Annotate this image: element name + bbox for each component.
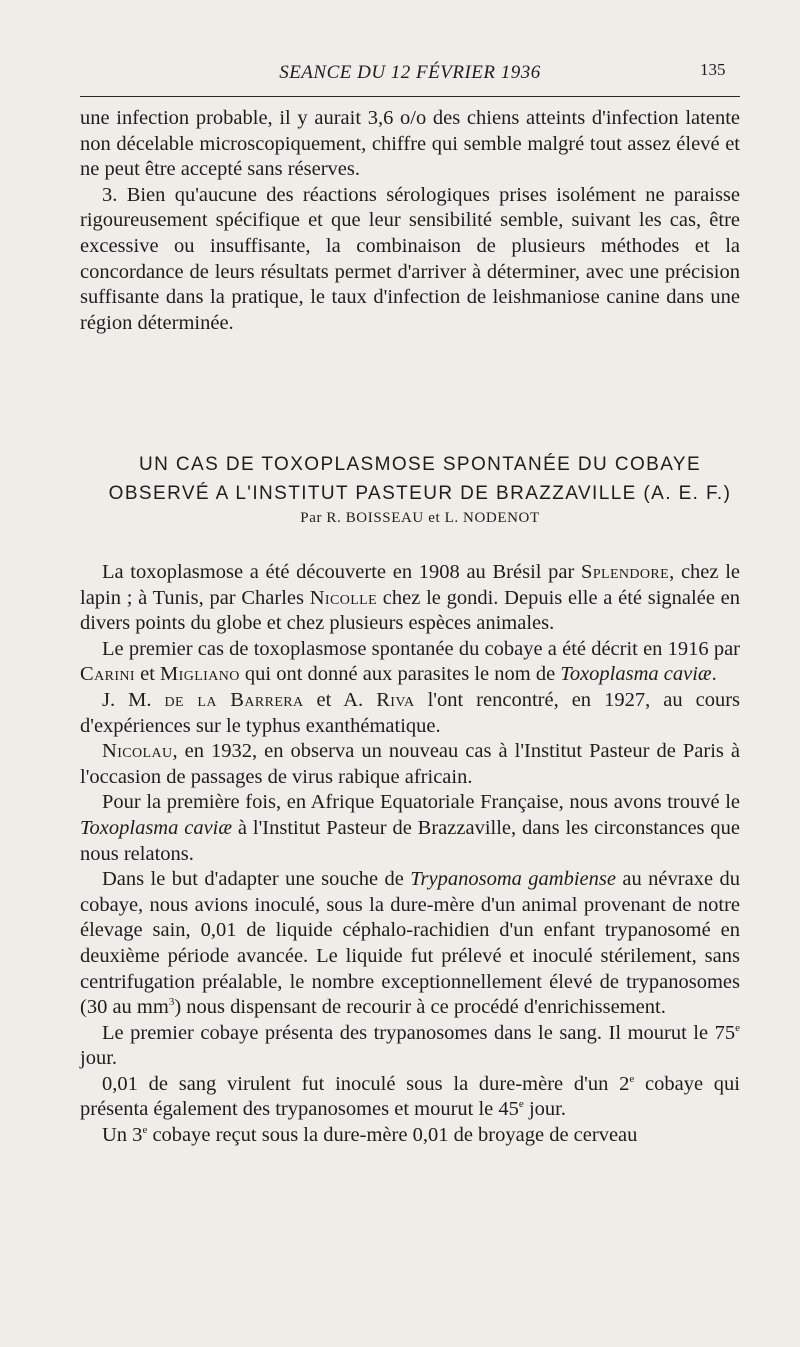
article-body [80, 560, 740, 1149]
author-name: Splendore [581, 561, 670, 583]
paragraph [80, 867, 740, 1021]
page-number: 135 [700, 60, 726, 79]
text-run: . [711, 663, 717, 686]
paragraph [80, 1021, 740, 1072]
article-byline: Par R. BOISSEAU et L. NODENOT [300, 510, 540, 526]
text-run: J. M. [102, 688, 165, 711]
text-run: Le premier cobaye présenta des trypanosomes dans le sang. Il mourut le 75 [102, 1021, 736, 1044]
text-run: Dans le but d'adapter une souche de [102, 868, 411, 891]
text-run: chez le gondi. Depuis elle a été signalée en divers points du globe et chez plusieurs espèces animales. [80, 586, 740, 635]
species-name: Toxoplasma caviæ [560, 663, 712, 686]
text-run: et [134, 663, 161, 686]
paragraph: une infection probable, il y aurait 3,6 o/o des chiens atteints d'infection latente non décelable microscopiquement, chiffre qui semble malgré tout assez élevé et ne peut être accepté sans réserves. [80, 107, 740, 181]
author-name: Migliano [160, 663, 240, 686]
text-run: 0,01 de sang virulent fut inoculé sous la dure-mère d'un 2 [102, 1072, 630, 1095]
text-run: , chez le lapin ; à Tunis, par Charles [80, 561, 740, 609]
superscript: e [629, 1073, 635, 1086]
paragraph [80, 560, 740, 637]
author-name: Nicolau [102, 740, 173, 763]
text-run: jour. [523, 1098, 566, 1121]
text-run: , en 1932, en observa un nouveau cas à l'Institut Pasteur de Paris à l'occasion de passages de virus rabique africain. [80, 740, 740, 788]
text-run: jour. [80, 1047, 118, 1070]
superscript: e [142, 1124, 148, 1137]
paragraph [80, 1123, 740, 1149]
author-name: Nicolle [309, 586, 378, 609]
running-header: SEANCE DU 12 FÉVRIER 1936 [279, 62, 541, 83]
species-name: Trypanosoma gambiense [410, 868, 616, 891]
superscript: e [735, 1021, 740, 1034]
paragraph [80, 790, 740, 867]
article-title-line-1: UN CAS DE TOXOPLASMOSE SPONTANÉE DU COBAYE [138, 454, 702, 475]
paragraph [80, 688, 740, 739]
text-run: l'ont rencontré, en 1927, au cours d'expériences sur le typhus exanthématique. [80, 688, 740, 737]
superscript: e [518, 1098, 524, 1111]
text-run: La toxoplasmose a été découverte en 1908 au Brésil par [102, 561, 582, 583]
text-run: qui ont donné aux parasites le nom de [239, 663, 561, 686]
superscript: 3 [168, 996, 175, 1009]
text-run: ) nous dispensant de recourir à ce procédé d'enrichissement. [174, 996, 666, 1019]
header-rule [80, 96, 740, 97]
article-title-line-2: OBSERVÉ A L'INSTITUT PASTEUR DE BRAZZAVILLE (A. E. F.) [108, 483, 732, 504]
text-run: Pour la première fois, en Afrique Equatoriale Française, nous avons trouvé le [102, 791, 740, 814]
paragraph [80, 637, 740, 688]
text-run: Un 3 [102, 1124, 143, 1147]
author-name: Carini [80, 663, 135, 686]
text-run: au névraxe du cobaye, nous avions inoculé, sous la dure-mère d'un animal provenant de notre élevage sain, 0,01 de liquide céphalo-rachidien d'un enfant trypanosomé en deuxième période avancée. Le liquide fut prélevé et inoculé stérilement, sans centrifugation préalable, le nombre exceptionnellement élevé de trypanosomes (30 au mm [80, 868, 740, 1019]
paragraph [80, 739, 740, 790]
previous-article-ending [80, 106, 740, 336]
species-name: Toxoplasma caviæ [80, 816, 233, 839]
text-run: cobaye reçut sous la dure-mère 0,01 de broyage de cerveau [147, 1124, 638, 1147]
text-run: Le premier cas de toxoplasmose spontanée du cobaye a été décrit en 1916 par [102, 637, 740, 660]
author-name: de la Barrera [164, 688, 304, 711]
text-run: à l'Institut Pasteur de Brazzaville, dans les circonstances que nous relatons. [80, 816, 740, 865]
paragraph: 3. Bien qu'aucune des réactions sérologiques prises isolément ne paraisse rigoureusement spécifique et que leur sensibilité semble, suivant les cas, être excessive ou insuffisante, la combinaison de plusieurs méthodes et la concordance de leurs résultats permet d'arriver à déterminer, avec une précision suffisante dans la pratique, le taux d'infection de leishmaniose canine dans une région déterminée. [80, 183, 740, 334]
paragraph [80, 1072, 740, 1123]
text-run: et A. [303, 688, 377, 711]
text-run: cobaye qui présenta également des trypanosomes et mourut le 45 [80, 1072, 740, 1121]
author-name: Riva [376, 688, 415, 711]
